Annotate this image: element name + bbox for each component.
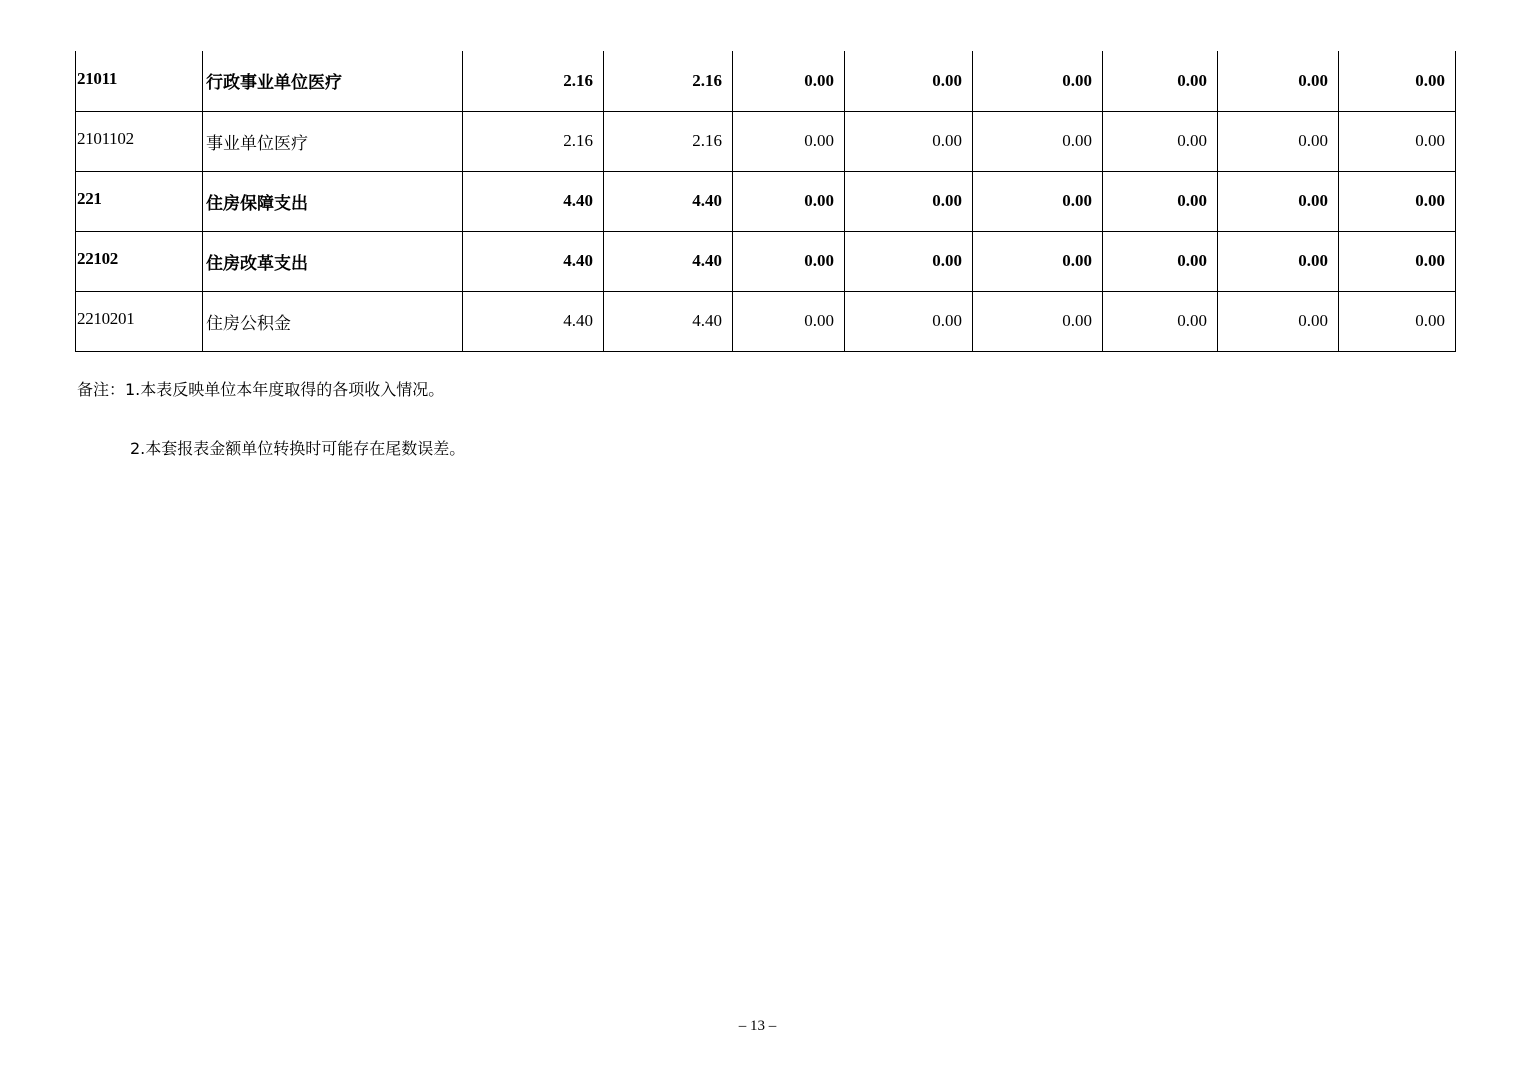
- table-row: [76, 171, 1456, 231]
- amount-cell: 0.00: [1103, 111, 1218, 171]
- amount-cell: 0.00: [1339, 231, 1456, 291]
- amount-cell: 4.40: [604, 231, 733, 291]
- amount-cell: 0.00: [973, 231, 1103, 291]
- account-name: 事业单位医疗: [203, 111, 463, 171]
- account-name: 住房保障支出: [203, 171, 463, 231]
- account-name: 行政事业单位医疗: [203, 51, 463, 111]
- account-code-cell: [76, 291, 203, 351]
- account-code: 21011: [77, 68, 118, 88]
- account-code: 2101102: [77, 129, 134, 148]
- amount-cell: 2.16: [463, 51, 604, 111]
- account-name: 住房公积金: [203, 291, 463, 351]
- account-code-cell: [76, 111, 203, 171]
- amount-cell: 0.00: [973, 111, 1103, 171]
- amount-cell: 0.00: [733, 111, 845, 171]
- amount-cell: 0.00: [845, 111, 973, 171]
- table-row: [76, 231, 1456, 291]
- table-row: [76, 51, 1456, 111]
- amount-cell: 0.00: [845, 51, 973, 111]
- amount-cell: 0.00: [973, 291, 1103, 351]
- note-line-1: 备注：1.本表反映单位本年度取得的各项收入情况。: [77, 380, 445, 399]
- account-code-cell: [76, 231, 203, 291]
- amount-cell: 0.00: [1218, 111, 1339, 171]
- account-name: 住房改革支出: [203, 231, 463, 291]
- amount-cell: 0.00: [845, 231, 973, 291]
- amount-cell: 0.00: [733, 291, 845, 351]
- account-code-cell: [76, 51, 203, 111]
- account-code: 221: [77, 189, 102, 208]
- note-line-2: 2.本套报表金额单位转换时可能存在尾数误差。: [130, 439, 466, 458]
- amount-cell: 0.00: [1103, 171, 1218, 231]
- amount-cell: 0.00: [1218, 291, 1339, 351]
- amount-cell: 2.16: [604, 111, 733, 171]
- amount-cell: 0.00: [733, 171, 845, 231]
- table-body: [76, 51, 1456, 351]
- amount-cell: 2.16: [604, 51, 733, 111]
- amount-cell: 0.00: [973, 171, 1103, 231]
- amount-cell: 0.00: [1218, 171, 1339, 231]
- amount-cell: 0.00: [1339, 111, 1456, 171]
- amount-cell: 0.00: [1103, 51, 1218, 111]
- amount-cell: 0.00: [1339, 291, 1456, 351]
- account-code-cell: [76, 171, 203, 231]
- table-row: [76, 111, 1456, 171]
- amount-cell: 4.40: [463, 231, 604, 291]
- amount-cell: 0.00: [1339, 51, 1456, 111]
- table-row: [76, 291, 1456, 351]
- amount-cell: 0.00: [1218, 51, 1339, 111]
- amount-cell: 0.00: [733, 231, 845, 291]
- amount-cell: 4.40: [463, 171, 604, 231]
- amount-cell: 0.00: [973, 51, 1103, 111]
- page-number: – 13 –: [738, 1018, 777, 1034]
- budget-table: [75, 51, 1456, 352]
- account-code: 22102: [77, 249, 119, 268]
- amount-cell: 4.40: [604, 171, 733, 231]
- amount-cell: 0.00: [845, 291, 973, 351]
- amount-cell: 0.00: [1103, 231, 1218, 291]
- amount-cell: 0.00: [733, 51, 845, 111]
- amount-cell: 0.00: [1103, 291, 1218, 351]
- amount-cell: 4.40: [463, 291, 604, 351]
- account-code: 2210201: [77, 309, 135, 328]
- amount-cell: 0.00: [1339, 171, 1456, 231]
- amount-cell: 0.00: [845, 171, 973, 231]
- amount-cell: 2.16: [463, 111, 604, 171]
- amount-cell: 0.00: [1218, 231, 1339, 291]
- amount-cell: 4.40: [604, 291, 733, 351]
